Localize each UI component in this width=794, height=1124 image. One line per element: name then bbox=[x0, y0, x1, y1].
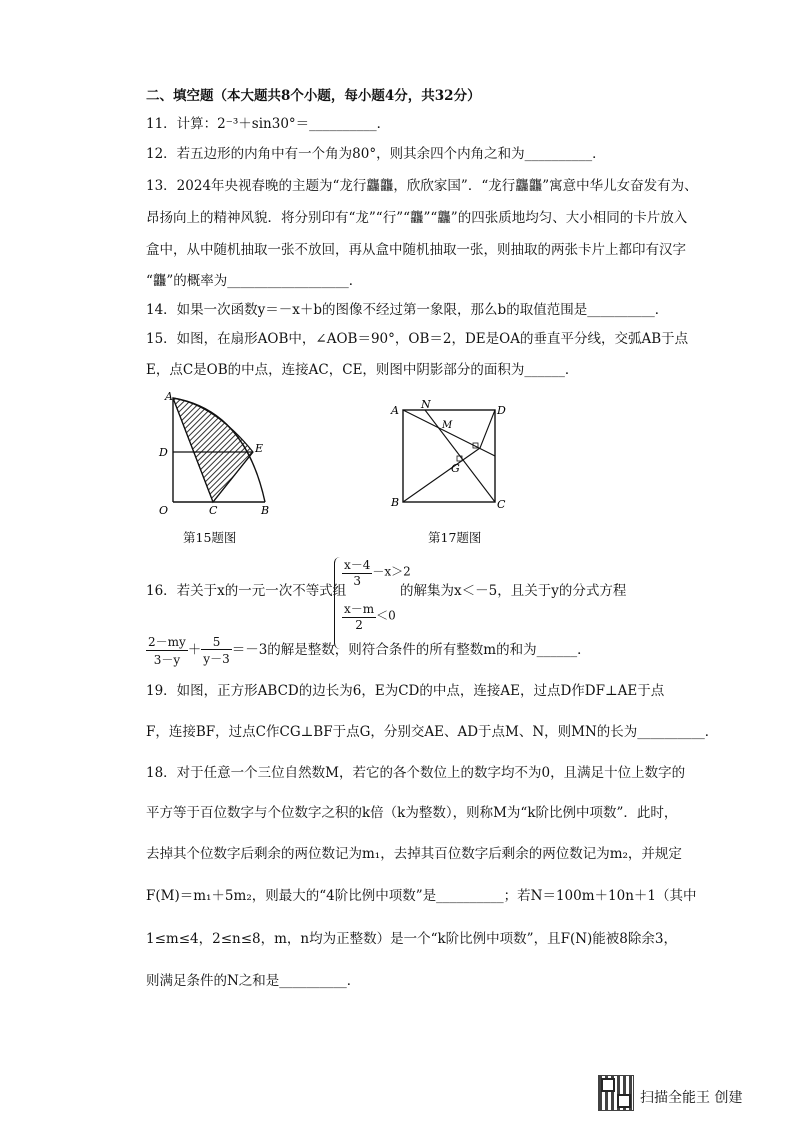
point-b-label: B bbox=[261, 504, 270, 517]
eq-plus: ＋ bbox=[187, 642, 202, 658]
question-19-line-1: 19．如图，正方形ABCD的边长为6，E为CD的中点，连接AE，过点D作DF⊥AE于点 bbox=[146, 683, 665, 699]
qr-code bbox=[598, 1075, 634, 1111]
eq-den1: 3－y bbox=[153, 653, 181, 667]
question-12: 12．若五边形的内角中有一个角为80°，则其余四个内角之和为__________． bbox=[146, 146, 606, 162]
ineq2-num: x－m bbox=[344, 602, 375, 616]
point-o-label: O bbox=[159, 504, 169, 517]
question-16-equation bbox=[146, 633, 591, 668]
question-13-line-2: 昂扬向上的精神风貌．将分别印有“龙”“行”“龘”“龘”的四张质地均匀、大小相同的卡片放入 bbox=[146, 210, 688, 226]
question-15-line-2: E，点C是OB的中点，连接AC，CE，则图中阴影部分的面积为______． bbox=[146, 362, 579, 378]
inequality-2 bbox=[342, 600, 396, 632]
point-c-label: C bbox=[209, 504, 218, 517]
figure-15-caption: 第15题图 bbox=[183, 530, 237, 545]
ineq2-rest: ＜0 bbox=[376, 608, 396, 623]
question-16-middle: 的解集为x＜－5，且关于y的分式方程 bbox=[400, 583, 627, 599]
question-19-line-2: F，连接BF，过点C作CG⊥BF于点G，分别交AE、AD于点M、N，则MN的长为__________． bbox=[146, 724, 719, 740]
point-n-label: N bbox=[421, 398, 431, 411]
question-13-line-3: 盒中，从中随机抽取一张不放回，再从盒中随机抽取一张，则抽取的两张卡片上都印有汉字 bbox=[146, 242, 686, 258]
ineq1-den: 3 bbox=[353, 574, 362, 588]
eq-rest: ＝－3的解是整数，则符合条件的所有整数m的和为______． bbox=[231, 642, 591, 658]
question-18-line-1: 18．对于任意一个三位自然数M，若它的各个数位上的数字均不为0，且满足十位上数字的 bbox=[146, 765, 686, 781]
eq-den2: y－3 bbox=[203, 651, 230, 666]
point-a-label: A bbox=[391, 404, 399, 417]
section-title: 二、填空题（本大题共8个小题，每小题4分，共32分） bbox=[146, 88, 481, 104]
figure-17 bbox=[385, 398, 510, 518]
question-18-line-3: 去掉其个位数字后剩余的两位数记为m₁，去掉其百位数字后剩余的两位数记为m₂，并规定 bbox=[146, 846, 682, 862]
ineq1-rest: －x＞2 bbox=[372, 564, 411, 579]
point-d-label: D bbox=[159, 446, 168, 459]
ineq1-num: x－4 bbox=[344, 558, 371, 572]
eq-num1: 2－my bbox=[148, 635, 186, 649]
question-16-prefix: 16．若关于x的一元一次不等式组 bbox=[146, 583, 347, 599]
question-18-line-5: 1≤m≤4，2≤n≤8，m，n均为正整数）是一个“k阶比例中项数”，且F(N)能被8除余3， bbox=[146, 931, 677, 947]
question-18-line-2: 平方等于百位数字与个位数字之积的k倍（k为整数），则称M为“k阶比例中项数”．此时， bbox=[146, 805, 678, 821]
point-a-label: A bbox=[165, 390, 173, 403]
question-13-line-4: “龘”的概率为__________________． bbox=[146, 273, 363, 289]
figure-17-caption: 第17题图 bbox=[428, 530, 482, 545]
question-13-line-1: 13．2024年央视春晚的主题为“龙行龘龘，欣欣家国”．“龙行龘龘”寓意中华儿女奋发有为、 bbox=[146, 178, 698, 194]
question-14: 14．如果一次函数y＝－x＋b的图像不经过第一象限，那么b的取值范围是__________． bbox=[146, 302, 669, 318]
point-b-label: B bbox=[391, 496, 400, 509]
point-c-label: C bbox=[497, 498, 506, 511]
question-11: 11．计算：2⁻³＋sin30°＝__________． bbox=[146, 116, 391, 132]
point-d-label: D bbox=[497, 404, 506, 417]
figure-15 bbox=[155, 390, 285, 520]
ineq2-den: 2 bbox=[355, 618, 363, 632]
question-15-line-1: 15．如图，在扇形AOB中，∠AOB＝90°，OB＝2，DE是OA的垂直平分线，交弧AB于点 bbox=[146, 331, 689, 347]
question-18-line-6: 则满足条件的N之和是__________． bbox=[146, 973, 361, 989]
eq-num2: 5 bbox=[201, 635, 231, 650]
point-m-label: M bbox=[442, 420, 453, 431]
scanner-watermark: 扫描全能王 创建 bbox=[640, 1090, 743, 1106]
question-18-line-4: F(M)＝m₁＋5m₂，则最大的“4阶比例中项数”是__________；若N＝100m＋10n＋1（其中 bbox=[146, 888, 697, 904]
point-e-label: E bbox=[255, 442, 264, 455]
point-g-label: G bbox=[451, 462, 460, 475]
